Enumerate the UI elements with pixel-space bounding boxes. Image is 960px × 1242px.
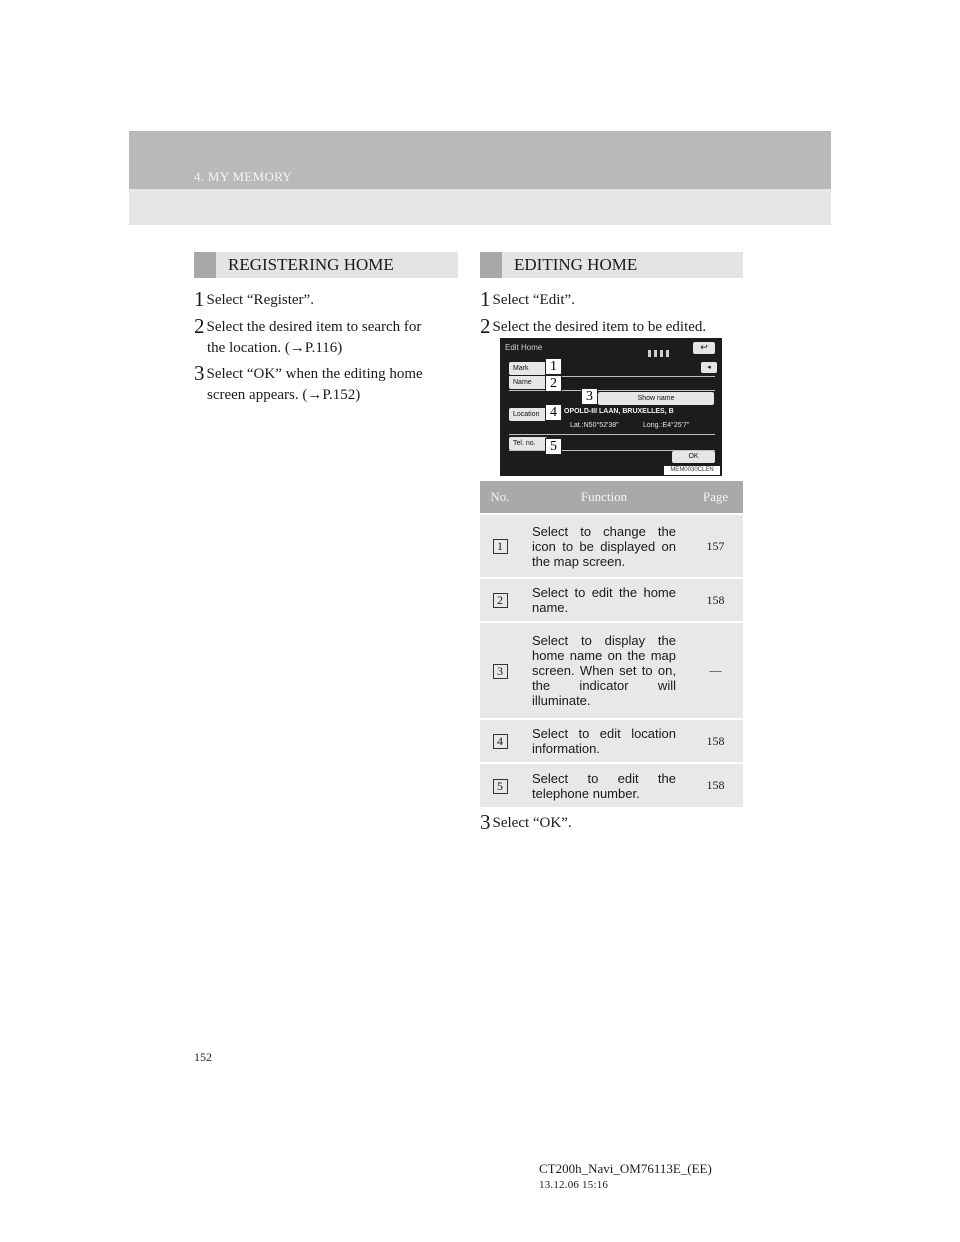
tel-button[interactable]: Tel. no. — [509, 437, 547, 450]
edit-home-screenshot — [500, 338, 722, 476]
print-timestamp: 13.12.06 15:16 — [539, 1179, 609, 1191]
image-code: MEM0030CLEN — [664, 466, 720, 475]
editing-home-heading — [480, 252, 743, 278]
table-row — [480, 763, 743, 807]
col-no: No. — [480, 481, 520, 514]
number-box: 4 — [493, 734, 508, 749]
right-step-2: 2 Select the desired item to be edited. — [480, 314, 707, 338]
header-subbar — [129, 189, 831, 225]
page-cell: 158 — [688, 763, 743, 807]
heading-text: EDITING HOME — [514, 255, 638, 274]
screen-title: Edit Home — [505, 343, 543, 352]
table-header-row — [480, 481, 743, 514]
name-button[interactable]: Name — [509, 376, 549, 389]
page-cell: 158 — [688, 719, 743, 763]
mark-button[interactable]: Mark — [509, 362, 549, 375]
ok-button[interactable]: OK — [672, 451, 715, 463]
left-step-1: 1 Select “Register”. — [194, 287, 314, 311]
location-button[interactable]: Location — [509, 408, 551, 421]
divider — [509, 390, 715, 391]
doc-code: CT200h_Navi_OM76113E_(EE) — [539, 1161, 712, 1176]
heading-marker — [480, 252, 502, 278]
function-cell: Select to change the icon to be displayed on the map screen. — [520, 514, 688, 578]
callout-3: 3 — [581, 388, 598, 405]
heading-text: REGISTERING HOME — [228, 255, 394, 274]
callout-1: 1 — [545, 358, 562, 375]
heading-marker — [194, 252, 216, 278]
left-step-2: 2 Select the desired item to search for the location. (→P.116) — [194, 314, 422, 356]
right-step-3: 3 Select “OK”. — [480, 810, 572, 834]
longitude: Long.:E4°25'7" — [643, 422, 690, 429]
right-step-1: 1 Select “Edit”. — [480, 287, 575, 311]
page-cell: 158 — [688, 578, 743, 622]
number-box: 1 — [493, 539, 508, 554]
function-cell: Select to display the home name on the map screen. When set to on, the indicator will illuminate. — [520, 622, 688, 719]
table-row — [480, 622, 743, 719]
page-cell: 157 — [688, 514, 743, 578]
number-box: 3 — [493, 664, 508, 679]
status-icons — [648, 344, 688, 352]
col-function: Function — [520, 481, 688, 514]
col-page: Page — [688, 481, 743, 514]
function-cell: Select to edit location information. — [520, 719, 688, 763]
callout-2: 2 — [545, 375, 562, 392]
page-cell: — — [688, 622, 743, 719]
table-row — [480, 719, 743, 763]
table-row — [480, 578, 743, 622]
function-table — [480, 481, 743, 807]
scroll-left-icon[interactable]: ◂ — [701, 362, 717, 373]
function-cell: Select to edit the telephone number. — [520, 763, 688, 807]
callout-5: 5 — [545, 438, 562, 455]
number-box: 2 — [493, 593, 508, 608]
show-name-button[interactable]: Show name — [598, 392, 714, 405]
registering-home-heading — [194, 252, 458, 278]
function-cell: Select to edit the home name. — [520, 578, 688, 622]
page-number: 152 — [194, 1050, 212, 1064]
number-box: 5 — [493, 779, 508, 794]
callout-4: 4 — [545, 404, 562, 421]
section-title: 4. MY MEMORY — [194, 169, 293, 184]
divider — [509, 434, 715, 435]
latitude: Lat.:N50°52'38" — [570, 422, 619, 429]
back-icon[interactable]: ↩ — [693, 342, 715, 354]
table-row — [480, 514, 743, 578]
left-step-3: 3 Select “OK” when the editing home screen appears. (→P.152) — [194, 361, 423, 403]
location-address: OPOLD-III LAAN, BRUXELLES, B — [564, 408, 674, 415]
